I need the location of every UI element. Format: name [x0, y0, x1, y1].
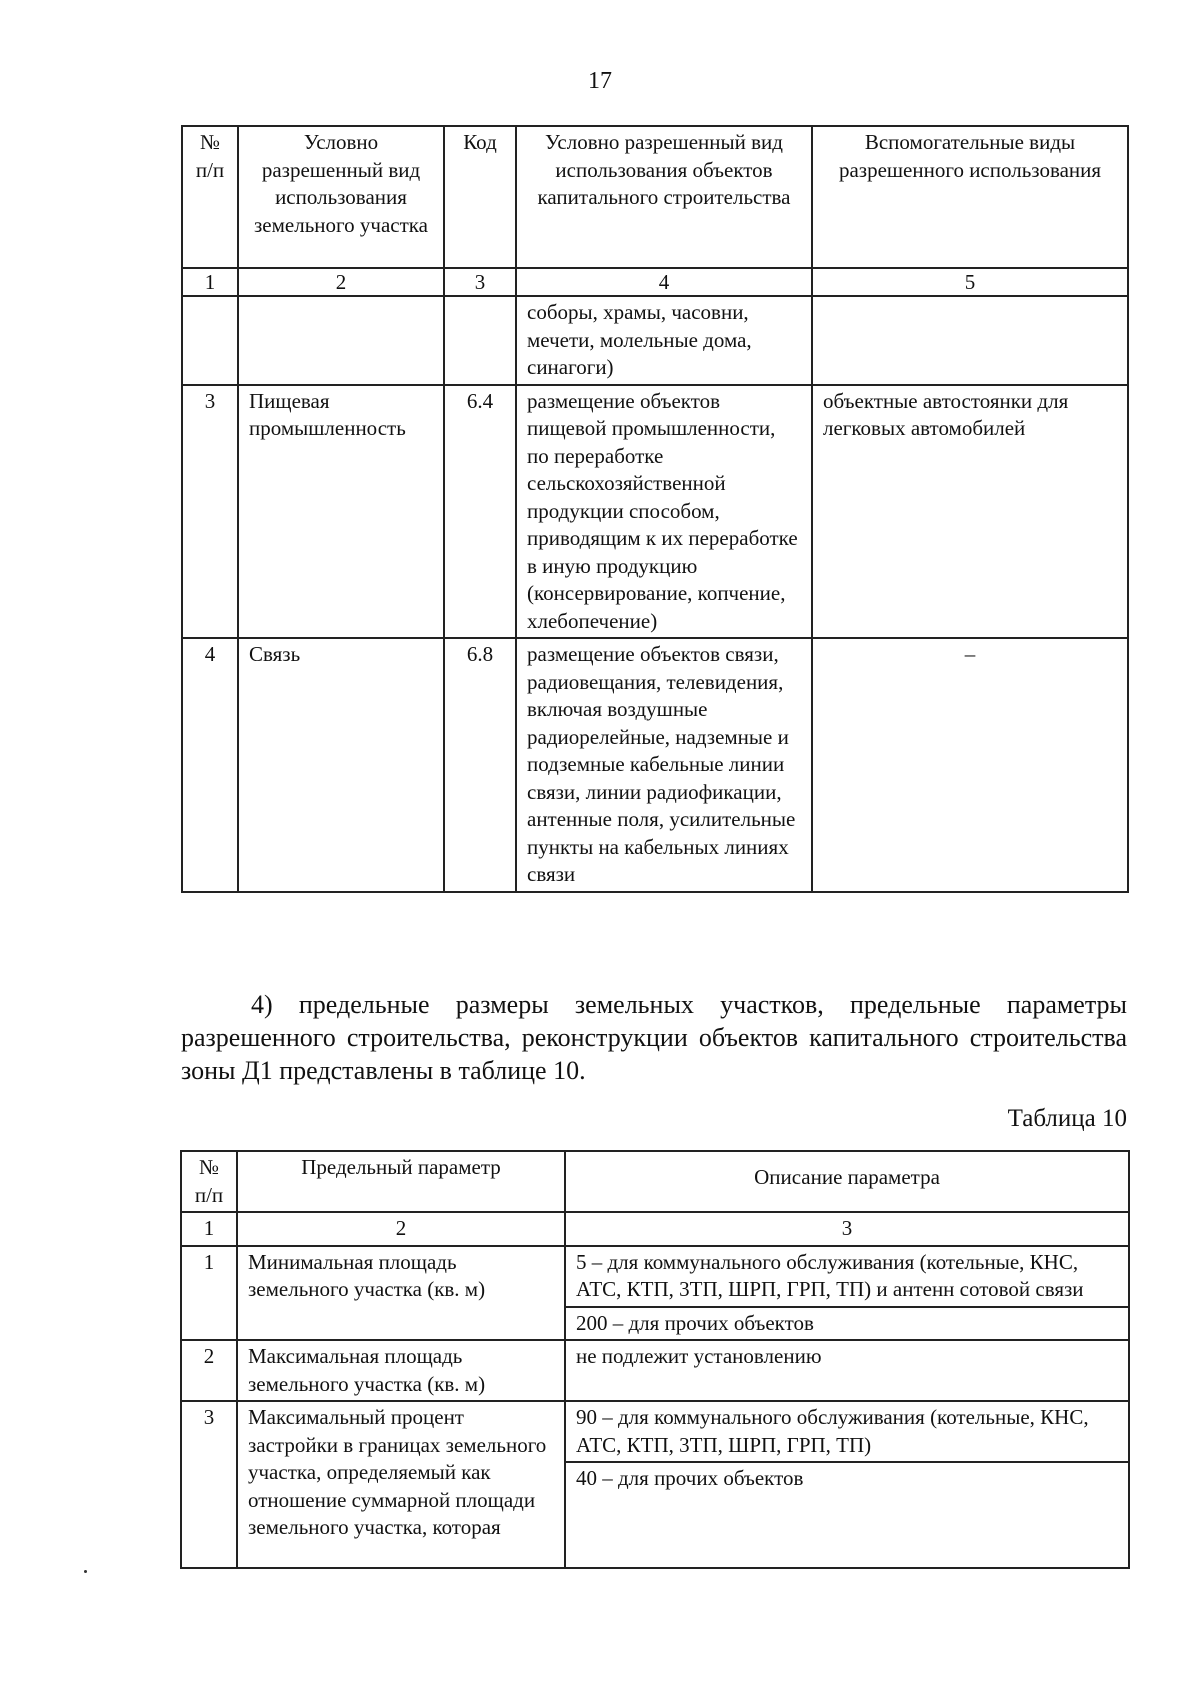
paragraph-text: 4) предельные размеры земельных участков, предельные параметры разрешенного строительства, реконструкции объектов капитального строительства зоны Д1 представлены в таблице 10. [181, 990, 1127, 1085]
row-description: 40 – для прочих объектов [565, 1462, 1129, 1568]
row-description: 5 – для коммунального обслуживания (котельные, КНС, АТС, КТП, 3ТП, ШРП, ГРП, ТП) и антенн сотовой связи [565, 1246, 1129, 1307]
header-object-use: Условно разрешенный вид использования объектов капитального строительства [516, 126, 812, 268]
header-num: № п/п [181, 1151, 237, 1212]
row-parameter: Максимальный процент застройки в границах земельного участка, определяемый как отношение суммарной площади земельного участка, которая [237, 1401, 565, 1568]
table-row [181, 1340, 1129, 1401]
page-number: 17 [588, 68, 612, 94]
col-index: 3 [565, 1212, 1129, 1246]
row-auxiliary: объектные автостоянки для легковых автомобилей [812, 385, 1128, 639]
header-land-use: Условно разрешенный вид использования земельного участка [238, 126, 444, 268]
table-row [181, 1401, 1129, 1462]
row-num [182, 296, 238, 385]
row-object-use: размещение объектов связи, радиовещания, телевидения, включая воздушные радиорелейные, надземные и подземные кабельные линии связи, линии радиофикации, антенные поля, усилительные пункты на кабельных линиях связи [516, 638, 812, 892]
row-auxiliary: – [812, 638, 1128, 892]
table-label: Таблица 10 [1007, 1105, 1127, 1132]
col-index: 5 [812, 268, 1128, 296]
row-num: 3 [182, 385, 238, 639]
row-land-use: Связь [238, 638, 444, 892]
row-object-use: соборы, храмы, часовни, мечети, молельные дома, синагоги) [516, 296, 812, 385]
table-row [182, 638, 1128, 892]
row-description: 200 – для прочих объектов [565, 1307, 1129, 1341]
col-index: 2 [238, 268, 444, 296]
header-description: Описание параметра [565, 1151, 1129, 1212]
col-index: 4 [516, 268, 812, 296]
row-parameter: Минимальная площадь земельного участка (кв. м) [237, 1246, 565, 1341]
row-num: 3 [181, 1401, 237, 1568]
header-parameter: Предельный параметр [237, 1151, 565, 1212]
column-index-row [182, 268, 1128, 296]
table-row [182, 385, 1128, 639]
row-land-use: Пищевая промышленность [238, 385, 444, 639]
table-header-row [181, 1151, 1129, 1212]
row-num: 4 [182, 638, 238, 892]
row-code [444, 296, 516, 385]
row-description: не подлежит установлению [565, 1340, 1129, 1401]
col-index: 2 [237, 1212, 565, 1246]
scan-speck [84, 1570, 87, 1573]
row-object-use: размещение объектов пищевой промышленности, по переработке сельскохозяйственной продукции способом, приводящим к их переработке в иную продукцию (консервирование, копчение, хлебопечение) [516, 385, 812, 639]
row-land-use [238, 296, 444, 385]
row-num: 1 [181, 1246, 237, 1341]
header-auxiliary: Вспомогательные виды разрешенного использования [812, 126, 1128, 268]
col-index: 3 [444, 268, 516, 296]
table-row [182, 296, 1128, 385]
col-index: 1 [182, 268, 238, 296]
table-row [181, 1246, 1129, 1307]
header-num: № п/п [182, 126, 238, 268]
column-index-row [181, 1212, 1129, 1246]
body-paragraph [181, 988, 1127, 1087]
header-code: Код [444, 126, 516, 268]
row-parameter: Максимальная площадь земельного участка (кв. м) [237, 1340, 565, 1401]
row-code: 6.8 [444, 638, 516, 892]
row-code: 6.4 [444, 385, 516, 639]
row-description: 90 – для коммунального обслуживания (котельные, КНС, АТС, КТП, 3ТП, ШРП, ГРП, ТП) [565, 1401, 1129, 1462]
land-use-table [181, 125, 1129, 893]
row-auxiliary [812, 296, 1128, 385]
row-num: 2 [181, 1340, 237, 1401]
limit-parameters-table [180, 1150, 1130, 1569]
col-index: 1 [181, 1212, 237, 1246]
table-header-row [182, 126, 1128, 268]
